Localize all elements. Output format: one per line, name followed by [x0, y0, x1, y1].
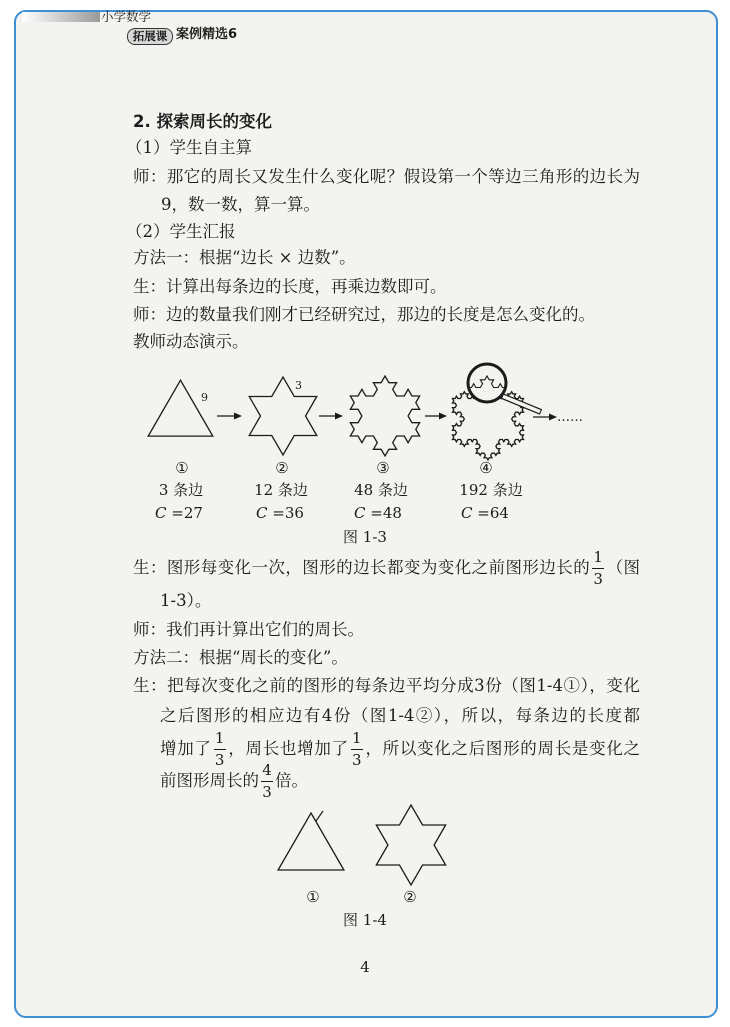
figure-1-3-num-2: ② — [275, 459, 289, 477]
figure-1-3-caption: 图 1-3 — [343, 528, 387, 546]
section-title: 2. 探索周长的变化 — [133, 112, 272, 131]
figure-1-3-edges-4: 192 条边 — [459, 481, 523, 499]
line-3-text-c: ，所以变化之后图形的周长是变化之 — [364, 739, 641, 758]
teacher-remark-3: 师：我们再计算出它们的周长。 — [133, 620, 364, 639]
fraction-one-third — [592, 547, 604, 590]
line-4-text-a: 前图形周长的 — [160, 771, 259, 790]
step-2-heading: （2）学生汇报 — [126, 222, 236, 241]
figure-1-3-num-4: ④ — [479, 459, 493, 477]
student-answer-2-line-1 — [133, 547, 640, 590]
figure-1-3-perimeter-2 — [256, 504, 304, 522]
student-answer-2-text: 生：图形每变化一次，图形的边长都变为变化之前图形边长的 — [133, 558, 591, 577]
teacher-question-line-2: 9，数一数，算一算。 — [161, 195, 320, 214]
perimeter-value: =27 — [166, 504, 203, 522]
student-answer-1: 生：计算出每条边的长度，再乘边数即可。 — [133, 277, 447, 296]
perimeter-value: =48 — [365, 504, 402, 522]
continuation-ellipsis: …… — [557, 410, 583, 425]
perimeter-variable: C — [256, 504, 268, 522]
fraction-denominator: 3 — [351, 751, 362, 769]
teacher-demo-text: 教师动态演示。 — [133, 332, 249, 351]
line-3-text-a: 增加了 — [160, 739, 212, 758]
figure-1-3-edges-2: 12 条边 — [254, 481, 308, 499]
header-book-title: 案例精选6 — [176, 27, 238, 42]
perimeter-variable: C — [155, 504, 167, 522]
fraction-numerator: 1 — [593, 548, 603, 566]
student-answer-2-line-2: 1-3）。 — [160, 591, 212, 610]
figure-1-4-num-1: ① — [306, 888, 320, 906]
teacher-remark-2: 师：边的数量我们刚才已经研究过，那边的长度是怎么变化的。 — [133, 305, 595, 324]
figure-1-3-edges-3: 48 条边 — [354, 481, 408, 499]
student-answer-3-line-1: 生：把每次变化之前的图形的每条边平均分成3份（图1-4①），变化 — [133, 676, 640, 695]
fraction-numerator: 1 — [214, 729, 225, 747]
perimeter-value: =64 — [472, 504, 509, 522]
fraction-denominator: 3 — [262, 783, 272, 801]
fraction-one-third — [351, 728, 363, 771]
fraction-denominator: 3 — [593, 570, 603, 588]
fraction-denominator: 3 — [214, 751, 225, 769]
student-answer-2-ref: （图 — [606, 558, 641, 577]
figure-1-4-num-2: ② — [403, 888, 417, 906]
teacher-question-line-1: 师：那它的周长又发生什么变化呢？假设第一个等边三角形的边长为 — [133, 167, 640, 186]
fraction-numerator: 4 — [262, 761, 272, 779]
student-answer-3-line-2: 之后图形的相应边有4份（图1-4②），所以，每条边的长度都 — [160, 706, 640, 725]
figure-1-3-num-3: ③ — [376, 459, 390, 477]
figure-1-3-edges-1: 3 条边 — [158, 481, 204, 499]
perimeter-variable: C — [461, 504, 473, 522]
figure-1-3-perimeter-4 — [461, 504, 509, 522]
line-4-text-b: 倍。 — [275, 771, 308, 790]
step-1-heading: （1）学生自主算 — [126, 138, 252, 157]
figure-1-4-caption: 图 1-4 — [343, 911, 387, 929]
star-side-label: 3 — [295, 379, 302, 392]
figure-1-3-perimeter-1 — [155, 504, 203, 522]
method-1-text: 方法一：根据“边长 × 边数”。 — [133, 248, 356, 267]
perimeter-variable: C — [354, 504, 366, 522]
figure-1-3-perimeter-3 — [354, 504, 402, 522]
fraction-numerator: 1 — [351, 729, 362, 747]
figure-1-3-num-1: ① — [175, 459, 189, 477]
page-number: 4 — [360, 958, 370, 976]
method-2-text: 方法二：根据“周长的变化”。 — [133, 648, 348, 667]
perimeter-value: =36 — [267, 504, 304, 522]
header-bar — [22, 12, 100, 22]
line-3-text-b: ，周长也增加了 — [227, 739, 349, 758]
student-answer-3-line-4 — [160, 760, 308, 803]
triangle-side-label: 9 — [201, 391, 208, 404]
header-series: 小学数学 — [101, 9, 152, 24]
header-badge: 拓展课 — [127, 28, 173, 45]
fraction-four-thirds — [261, 760, 273, 803]
